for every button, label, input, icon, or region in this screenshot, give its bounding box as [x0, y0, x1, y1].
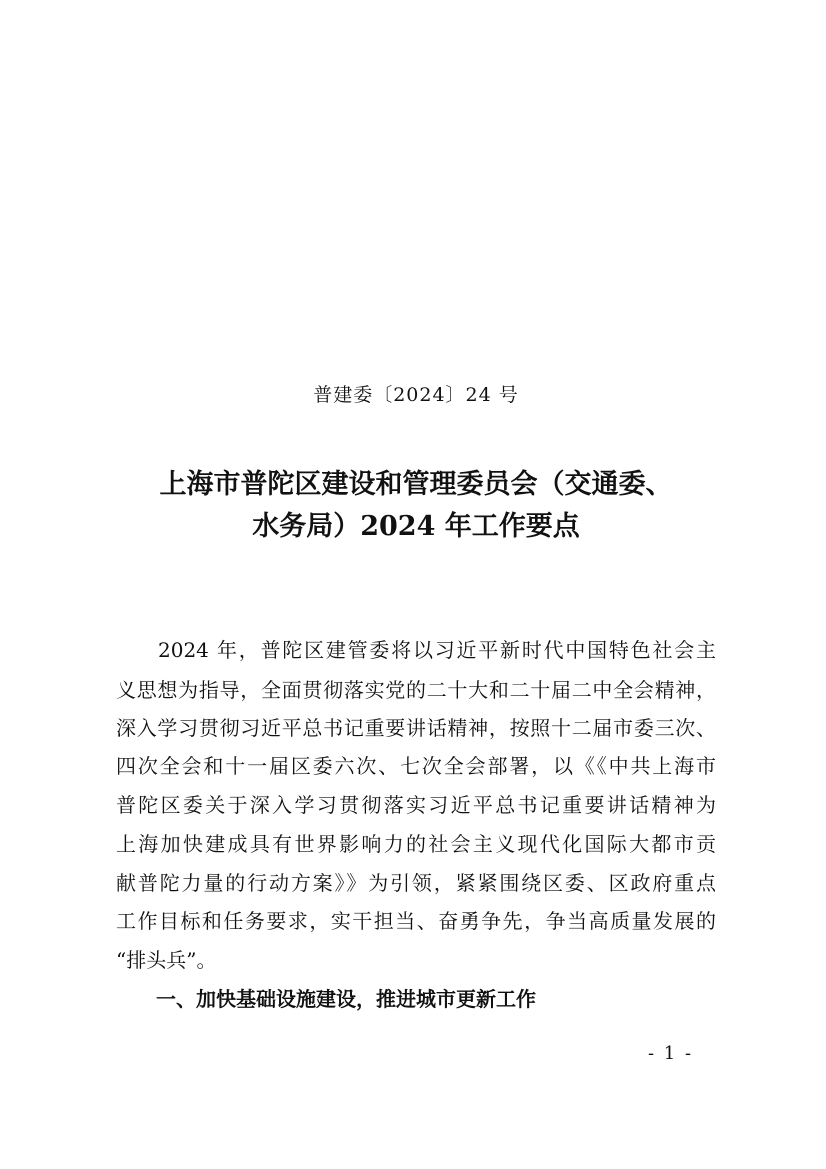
section-heading: 一、加快基础设施建设，推进城市更新工作: [156, 987, 536, 1011]
paragraph-line: “排头兵”。: [116, 948, 217, 972]
document-title-line-1: 上海市普陀区建设和管理委员会（交通委、: [159, 469, 673, 500]
document-number: 普建委〔2024〕24 号: [313, 384, 519, 406]
document-title-line-2: 水务局）2024 年工作要点: [252, 511, 580, 542]
paragraph-line: 上海加快建成具有世界影响力的社会主义现代化国际大都市贡: [116, 832, 716, 856]
paragraph-line: 献普陀力量的行动方案》》为引领，紧紧围绕区委、区政府重点: [116, 871, 716, 895]
page-number: - 1 -: [648, 1043, 694, 1064]
paragraph-line: 四次全会和十一届区委六次、七次全会部署，以《《中共上海市: [116, 754, 716, 778]
paragraph-line: 深入学习贯彻习近平总书记重要讲话精神，按照十二届市委三次、: [116, 716, 716, 740]
paragraph-line: 工作目标和任务要求，实干担当、奋勇争先，争当高质量发展的: [116, 909, 716, 933]
paragraph-line: 2024 年，普陀区建管委将以习近平新时代中国特色社会主: [158, 638, 716, 662]
paragraph-line: 普陀区委关于深入学习贯彻落实习近平总书记重要讲话精神为: [116, 793, 716, 817]
paragraph-line: 义思想为指导，全面贯彻落实党的二十大和二十届二中全会精神，: [116, 678, 716, 702]
